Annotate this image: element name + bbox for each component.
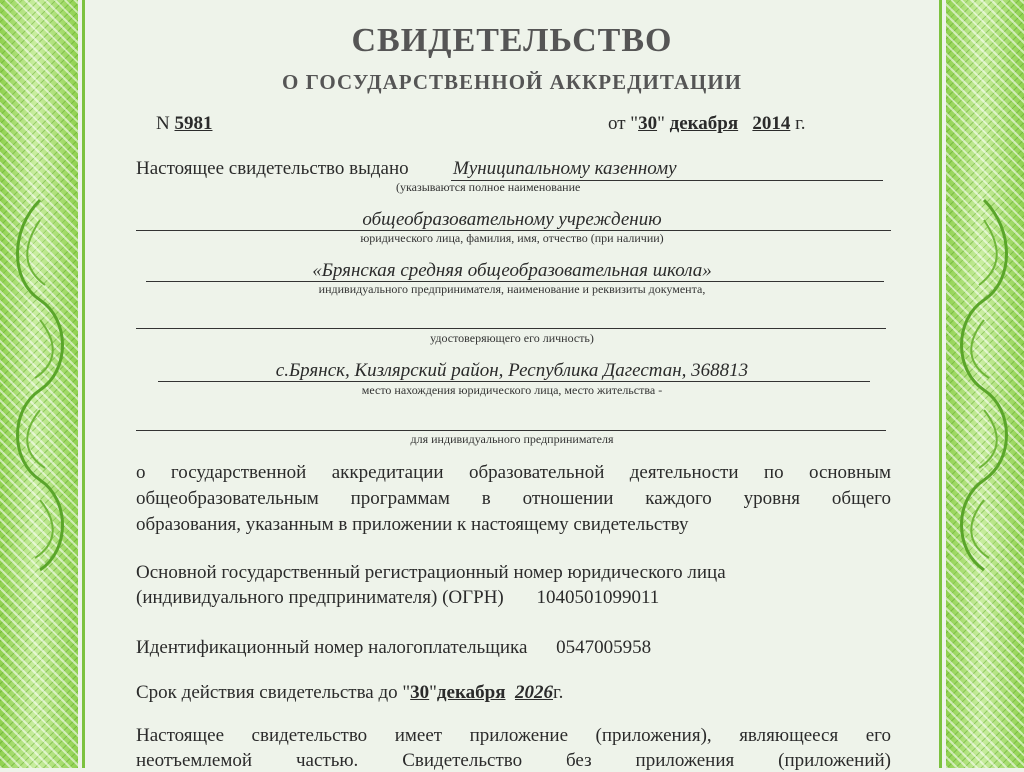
date-year: 2014: [752, 113, 791, 134]
hint-identity: удостоверяющего его личность): [430, 331, 594, 345]
certificate-title: СВИДЕТЕЛЬСТВО: [351, 22, 673, 59]
issued-to-line2: общеобразовательному учреждению: [362, 209, 662, 230]
fill-line-4: [136, 328, 886, 329]
validity-suffix: г.: [552, 682, 564, 703]
fill-line-5: [158, 381, 870, 382]
issue-date: [608, 113, 806, 135]
issued-to-label: Настоящее свидетельство выдано: [136, 158, 409, 179]
inn: [136, 637, 651, 659]
left-ornamental-border: [0, 0, 78, 768]
accreditation-line3: образования, указанным в приложении к настоящему свидетельству: [136, 514, 689, 535]
left-border-line: [82, 0, 85, 768]
number-label: N: [156, 113, 170, 134]
validity-prefix: Срок действия свидетельства до ": [136, 682, 411, 703]
certificate-subtitle: О ГОСУДАРСТВЕННОЙ АККРЕДИТАЦИИ: [281, 70, 743, 94]
hint-entrepreneur: индивидуального предпринимателя, наименование и реквизиты документа,: [318, 282, 706, 296]
validity-month: декабря: [436, 682, 506, 703]
validity: [136, 682, 563, 704]
date-mid: ": [657, 113, 665, 134]
hint-legal-entity: юридического лица, фамилия, имя, отчество (при наличии): [360, 231, 664, 245]
address: с.Брянск, Кизлярский район, Республика Дагестан, 368813: [275, 360, 749, 381]
date-day: 30: [638, 113, 658, 134]
hint-full-name: (указываются полное наименование: [396, 180, 581, 194]
appendix-line1: Настоящее свидетельство имеет приложение (приложения), являющееся его: [136, 725, 891, 746]
ogrn-label: (индивидуального предпринимателя) (ОГРН): [136, 587, 504, 608]
date-suffix: г.: [795, 113, 806, 134]
accreditation-line2: общеобразовательным программам в отношении каждого уровня общего: [136, 488, 891, 509]
certificate-number: [156, 113, 212, 135]
validity-year: 2026: [514, 682, 553, 703]
left-scroll-ornament: [0, 0, 78, 768]
issued-to-line1: Муниципальному казенному: [453, 158, 677, 179]
inn-value: 0547005958: [556, 637, 652, 658]
hint-location: место нахождения юридического лица, место жительства -: [361, 383, 663, 397]
appendix-line2: неотъемлемой частью. Свидетельство без приложения (приложений): [136, 750, 891, 771]
right-ornamental-border: [946, 0, 1024, 768]
validity-day: 30: [410, 682, 430, 703]
ogrn-line2: [136, 587, 659, 609]
accreditation-line1: о государственной аккредитации образовательной деятельности по основным: [136, 462, 891, 483]
issued-to-line3: «Брянская средняя общеобразовательная школа»: [312, 260, 712, 281]
fill-line-6: [136, 430, 886, 431]
certificate-page: [96, 0, 928, 771]
right-border-line: [939, 0, 942, 768]
ogrn-value: 1040501099011: [536, 587, 660, 608]
date-prefix: от ": [608, 113, 639, 134]
validity-mid: ": [429, 682, 437, 703]
date-month: декабря: [669, 113, 739, 134]
number-value: 5981: [174, 113, 213, 134]
inn-label: Идентификационный номер налогоплательщика: [136, 637, 528, 658]
hint-entrepreneur-location: для индивидуального предпринимателя: [410, 432, 614, 446]
ogrn-line1: Основной государственный регистрационный номер юридического лица: [136, 562, 726, 583]
right-scroll-ornament: [946, 0, 1024, 768]
